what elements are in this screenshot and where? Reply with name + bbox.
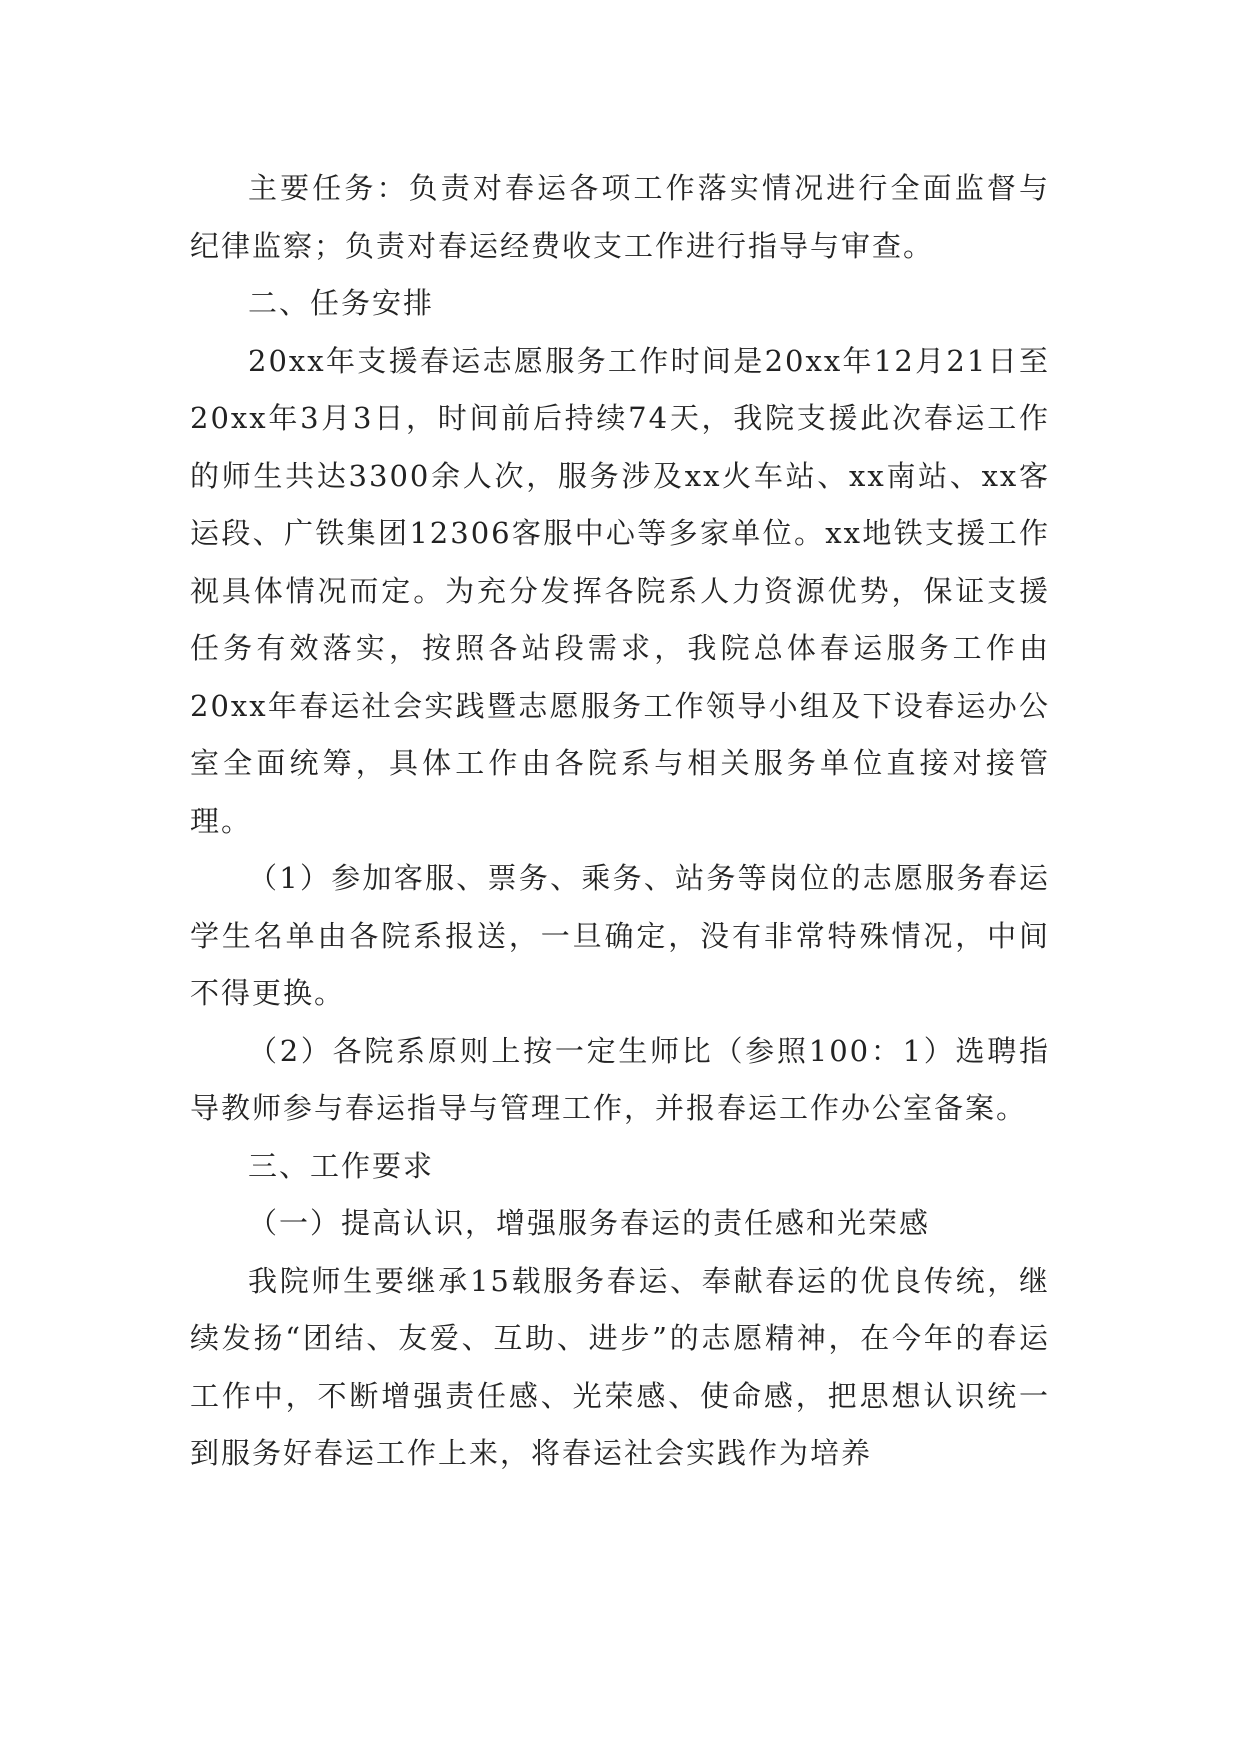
paragraph-item-1: （1）参加客服、票务、乘务、站务等岗位的志愿服务春运学生名单由各院系报送，一旦确定，没有非常特殊情况，中间不得更换。 [190, 861, 1050, 1010]
document-body [190, 160, 1050, 1483]
heading-task-arrangement: 二、任务安排 [248, 286, 435, 320]
paragraph-main-tasks: 主要任务：负责对春运各项工作落实情况进行全面监督与纪律监察；负责对春运经费收支工作进行指导与审查。 [190, 171, 1050, 263]
paragraph-item-2: （2）各院系原则上按一定生师比（参照100：1）选聘指导教师参与春运指导与管理工作，并报春运工作办公室备案。 [190, 1033, 1050, 1125]
subheading-raise-awareness: （一）提高认识，增强服务春运的责任感和光荣感 [248, 1206, 931, 1240]
heading-work-requirements: 三、工作要求 [248, 1148, 435, 1183]
paragraph-task-arrangement: 20xx年支援春运志愿服务工作时间是20xx年12月21日至20xx年3月3日，时间前后持续74天，我院支援此次春运工作的师生共达3300余人次，服务涉及xx火车站、xx南站、xx客运段、广铁集团12306客服中心等多家单位。xx地铁支援工作视具体情况而定。为充分发挥各院系人力资源优势，保证支援任务有效落实，按照各站段需求，我院总体春运服务工作由20xx年春运社会实践暨志愿服务工作领导小组及下设春运办公室全面统筹，具体工作由各院系与相关服务单位直接对接管理。 [190, 343, 1050, 838]
paragraph-raise-awareness: 我院师生要继承15载服务春运、奉献春运的优良传统，继续发扬“团结、友爱、互助、进步”的志愿精神，在今年的春运工作中，不断增强责任感、光荣感、使命感，把思想认识统一到服务好春运工作上来，将春运社会实践作为培养 [190, 1263, 1050, 1470]
